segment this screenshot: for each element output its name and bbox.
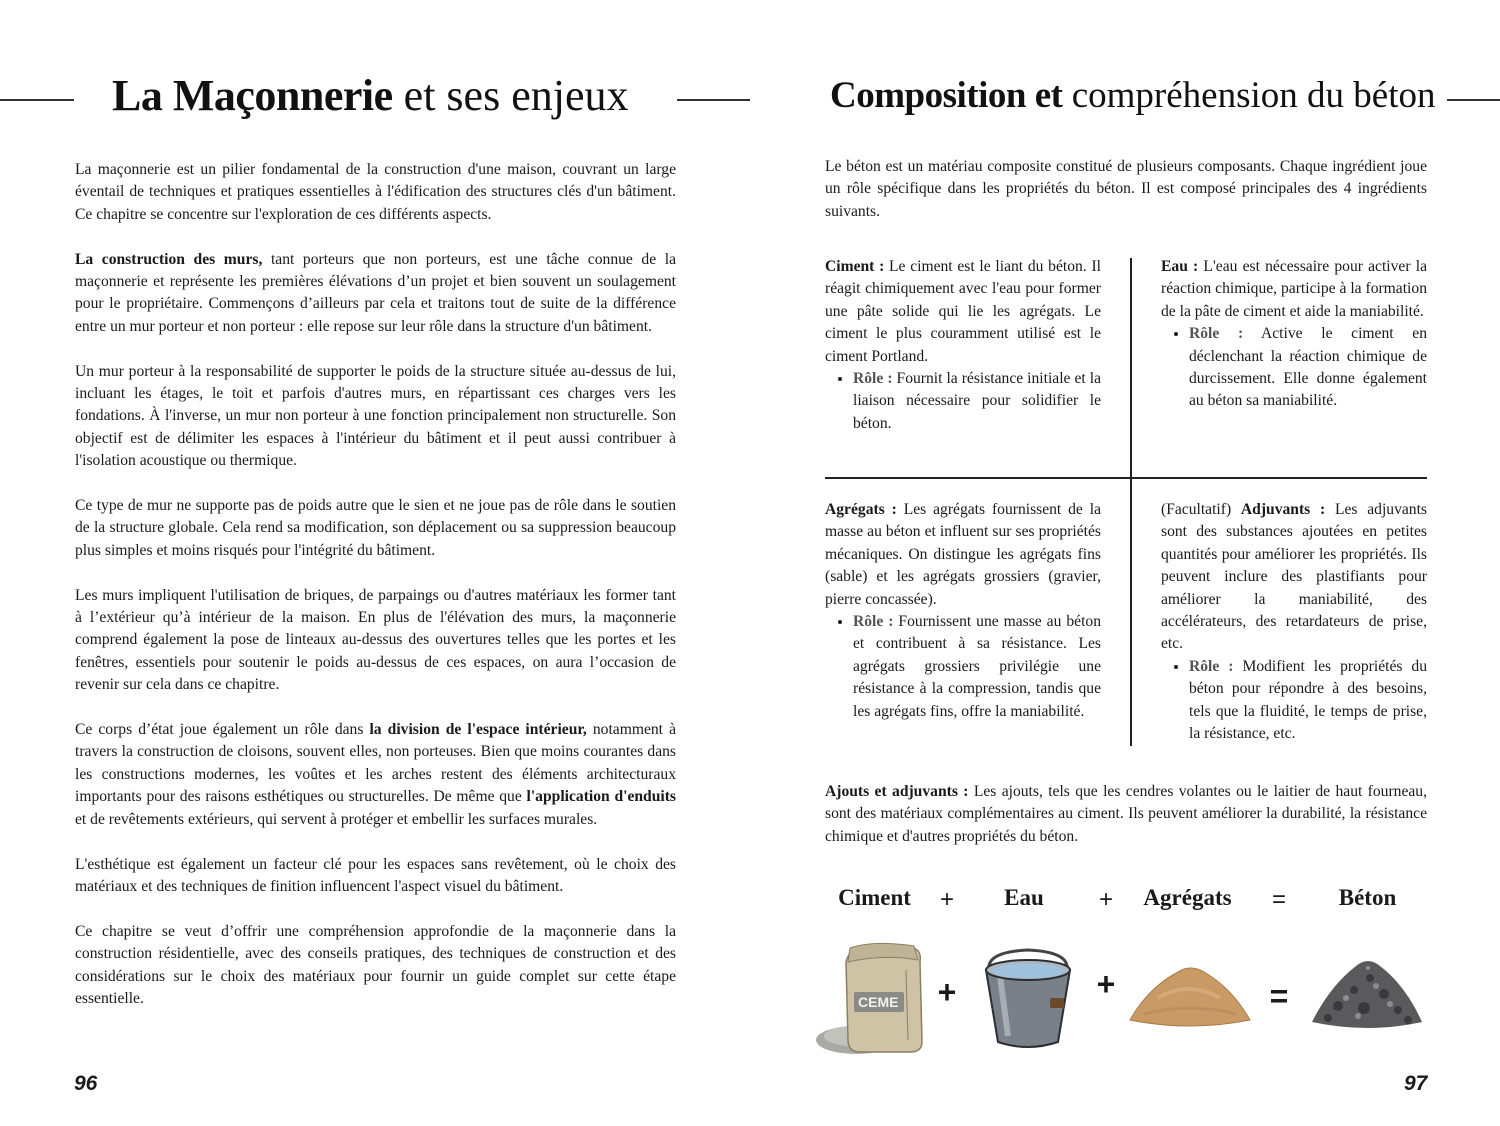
illustration-equals: = xyxy=(1269,978,1289,1014)
ajouts-text xyxy=(825,781,1427,871)
equation-plus-1: + xyxy=(939,886,954,913)
paragraph-6-c: et de revêtements extérieurs, qui servent à protéger et embellir les surfaces murales. xyxy=(75,810,598,828)
paragraph-7: L'esthétique est également un facteur clé pour les espaces sans revêtement, où le choix des matériaux et des techniques de finition influencent l'aspect visuel du bâtiment. xyxy=(75,855,676,895)
chapter-text xyxy=(75,159,676,1033)
cement-bag-text: CEME xyxy=(858,994,899,1010)
paragraph-6-a: Ce corps d’état joue également un rôle dans xyxy=(75,721,370,739)
eau-label: Eau : xyxy=(1161,258,1199,275)
adjuvants-role-text: Modifient les propriétés du béton pour répondre à des besoins, tels que la fluidité, le temps de prise, la résistance, etc. xyxy=(1189,657,1428,743)
grid-horizontal-divider xyxy=(825,477,1427,479)
intro-paragraph: Le béton est un matériau composite constitué de plusieurs composants. Chaque ingrédient joue un rôle spécifique dans les propriétés du béton. Il est composé principales des 4 ingrédients suivants. xyxy=(825,158,1427,220)
agregats-role-item xyxy=(853,611,1101,723)
agregats-text: Les agrégats fournissent de la masse au béton et influent sur ses propriétés mécaniques. On distingue les agrégats fins (sable) et les agrégats grossiers (gravier, pierre concassée). xyxy=(825,501,1101,608)
adjuvants-prefix: (Facultatif) xyxy=(1161,501,1241,518)
paragraph-1: La maçonnerie est un pilier fondamental de la construction d'une maison, couvrant un large éventail de techniques et pratiques essentielles à l'édification des structures clés d'un bâtiment. Ce chapitre se concentre sur l'exploration de ces différents aspects. xyxy=(75,161,676,223)
title-rule-right xyxy=(1447,99,1500,101)
paragraph-6-bold-1: la division de l'espace intérieur, xyxy=(369,721,587,739)
adjuvants-text: Les adjuvants sont des substances ajoutées en petites quantités pour améliorer les propriétés. Ils peuvent inclure des plastifiants pour améliorer la maniabilité, des accélérateurs, des retardateurs de prise, etc. xyxy=(1161,501,1428,653)
cement-bag-icon xyxy=(814,940,932,1060)
agregats-role-text: Fournissent une masse au béton et contribuent à sa résistance. Les agrégats grossiers privilégie une résistance à la compression, tandis que les agrégats fins, offre la maniabilité. xyxy=(853,613,1101,720)
paragraph-2-bold: La construction des murs, xyxy=(75,250,263,268)
intro-text xyxy=(825,156,1427,246)
paragraph-2-text: tant porteurs que non porteurs, est une tâche connue de la maçonnerie et représente les premières élévations d’un projet et bien souvent un soulagement pour le propriétaire. Commençons d’ailleurs par cela et traitons tout de suite de la différence entre un mur porteur et non porteur : elle repose sur leur rôle dans la structure d'un bâtiment. xyxy=(75,250,676,335)
agregats-role-label: Rôle : xyxy=(853,613,894,631)
eau-text: L'eau est nécessaire pour activer la réaction chimique, participe à la formation de la pâte de ciment et aide la maniabilité. xyxy=(1161,258,1427,320)
grid-vertical-divider xyxy=(1130,258,1132,746)
paragraph-3: Un mur porteur à la responsabilité de supporter le poids de la structure située au-dessus de lui, incluant les étages, le toit et parfois d'autres murs, en répartissant ces charges vers les fondations. À l'inverse, un mur non porteur à une fonction principalement non structurelle. Son objectif est de délimiter les espaces à l'intérieur du bâtiment et il peut aussi contribuer à l'isolation acoustique ou thermique. xyxy=(75,362,676,470)
title-rule-middle xyxy=(677,99,750,101)
paragraph-8: Ce chapitre se veut d’offrir une compréhension approfondie de la maçonnerie dans la construction résidentielle, avec des conseils pratiques, des techniques de construction et des considérations sur le choix des matériaux pour fournir un guide complet sur cette étape essentielle. xyxy=(75,922,676,1007)
ciment-label: Ciment : xyxy=(825,258,885,275)
cell-agregats xyxy=(825,499,1101,723)
ciment-role-item xyxy=(853,368,1101,435)
eau-role-label: Rôle : xyxy=(1189,325,1244,343)
adjuvants-role-label: Rôle : xyxy=(1189,657,1234,675)
paragraph-5: Les murs impliquent l'utilisation de briques, de parpaings ou d'autres matériaux les former tant à l’extérieur qu’à intérieur de la maison. En plus de l'élévation des murs, la maçonnerie comprend également la pose de linteaux au-dessus des ouvertures telles que les portes et les fenêtres, essentiels pour soutenir le poids au-dessus de ces espaces, on aura l’occasion de revenir sur cela dans ce chapitre. xyxy=(75,586,676,694)
paragraph-2 xyxy=(75,249,676,339)
paragraph-4: Ce type de mur ne supporte pas de poids autre que le sien et ne joue pas de rôle dans le soutien de la structure globale. Cela rend sa modification, son déplacement ou sa suppression beaucoup plus simples et moins risqués pour l'intégrité du bâtiment. xyxy=(75,497,676,559)
page-number-left: 96 xyxy=(74,1072,98,1095)
cell-eau xyxy=(1161,256,1427,413)
equation-agregats: Agrégats xyxy=(1143,885,1232,910)
title-rule-left xyxy=(0,99,74,101)
ajouts-paragraph xyxy=(825,781,1427,848)
ciment-role-list xyxy=(825,368,1101,435)
gravel-pile-icon xyxy=(1308,950,1426,1034)
equation-equals: = xyxy=(1271,886,1286,913)
cell-ciment xyxy=(825,256,1101,435)
page-title-left xyxy=(112,68,628,124)
sand-pile-icon xyxy=(1128,958,1252,1030)
water-bucket-icon xyxy=(980,946,1076,1050)
ciment-text: Le ciment est le liant du béton. Il réagit chimiquement avec l'eau pour former une pâte solide qui lie les agrégats. Le ciment le plus couramment utilisé est le ciment Portland. xyxy=(825,258,1101,365)
paragraph-6-bold-2: l'application d'enduits xyxy=(526,788,676,806)
eau-role-list xyxy=(1161,323,1427,413)
eau-role-item xyxy=(1189,323,1427,413)
paragraph-6 xyxy=(75,719,676,831)
ciment-role-label: Rôle : xyxy=(853,370,893,388)
equation-eau: Eau xyxy=(1004,885,1044,910)
equation-beton: Béton xyxy=(1338,885,1397,910)
ajouts-body: Les ajouts, tels que les cendres volantes ou le laitier de haut fourneau, sont des matériaux complémentaires au ciment. Ils peuvent améliorer la durabilité, la résistance chimique et d'autres propriétés du béton. xyxy=(825,783,1427,845)
agregats-role-list xyxy=(825,611,1101,723)
ajouts-label: Ajouts et adjuvants : xyxy=(825,783,969,800)
title-rest: et ses enjeux xyxy=(392,71,629,120)
title-bold: Composition et xyxy=(830,75,1063,116)
illustration-plus-1: + xyxy=(937,974,957,1010)
title-bold: La Maçonnerie xyxy=(112,71,393,120)
page-number-right: 97 xyxy=(1404,1072,1428,1095)
paragraph-6-b: notamment à travers la construction de cloisons, souvent elles, non porteuses. Bien que moins courantes dans les constructions modernes, les voûtes et les arches restent des éléments architecturaux importants pour des raisons esthétiques ou structurelles. De même que xyxy=(75,721,676,806)
adjuvants-label: Adjuvants : xyxy=(1240,501,1326,518)
adjuvants-role-list xyxy=(1161,656,1427,746)
adjuvants-role-item xyxy=(1189,656,1427,746)
page-title-right xyxy=(830,68,1435,124)
title-rest: compréhension du béton xyxy=(1062,75,1436,116)
right-page xyxy=(750,0,1500,1126)
equation-plus-2: + xyxy=(1098,886,1113,913)
agregats-label: Agrégats : xyxy=(825,501,897,518)
eau-role-text: Active le ciment en déclenchant la réaction chimique de durcissement. Elle donne également au béton sa maniabilité. xyxy=(1189,325,1427,410)
cell-adjuvants xyxy=(1161,499,1427,745)
illustration-plus-2: + xyxy=(1096,966,1116,1002)
ciment-role-text: Fournit la résistance initiale et la liaison nécessaire pour solidifier le béton. xyxy=(853,370,1101,432)
equation-ciment: Ciment xyxy=(838,885,911,910)
